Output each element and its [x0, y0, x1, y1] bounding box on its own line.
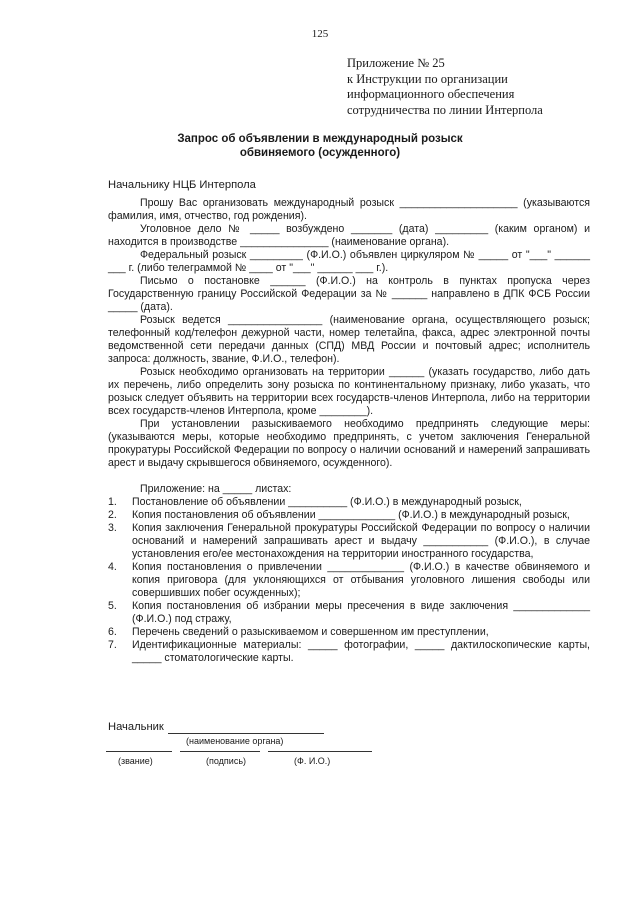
appendix-list-item [108, 561, 590, 600]
list-item-text: Копия постановления о привлечении _____________ (Ф.И.О.) в качестве обвиняемого и копия приговора (для уклоняющихся от отбывания уголовного лишения свободы или совершивших побег осужденных); [132, 561, 590, 599]
list-item-text: Копия постановления об объявлении _____________ (Ф.И.О.) в международный розыск, [132, 509, 570, 521]
list-item-text: Постановление об объявлении __________ (Ф.И.О.) в международный розыск, [132, 496, 522, 508]
list-item-number: 6. [108, 626, 117, 638]
appendix-list-item [108, 496, 590, 509]
document-title [0, 132, 640, 160]
list-item-text: Копия заключения Генеральной прокуратуры Российской Федерации по вопросу о наличии оснований и намерений запрашивать арест и выдачу ___________ (Ф.И.О.), в случае установления его/ее местонахождения на территории иностранного государства, [132, 522, 590, 560]
appendix-list-item [108, 509, 590, 522]
appendix-list-item [108, 639, 590, 665]
page-number: 125 [311, 28, 329, 40]
organization-line [168, 733, 324, 734]
appendix-list-header: Приложение: на _____ листах: [140, 483, 292, 495]
list-item-number: 2. [108, 509, 117, 521]
body-paragraph: Федеральный розыск _________ (Ф.И.О.) объявлен циркуляром № _____ от "___" ______ ___ г. (либо телеграммой № ____ от "___" ______ ___ г.). [108, 249, 590, 274]
rank-caption: (звание) [118, 756, 153, 766]
list-item-number: 1. [108, 496, 117, 508]
list-item-text: Идентификационные материалы: _____ фотографии, _____ дактилоскопические карты, _____ стоматологические карты. [132, 639, 590, 664]
body-paragraph: Письмо о постановке ______ (Ф.И.О.) на контроль в пунктах пропуска через Государственную границу Российской Федерации за № ______ направлено в ДПК ФСБ России _____ (дата). [108, 275, 590, 313]
body-paragraph: Розыск ведется ________________ (наименование органа, осуществляющего розыск; телефонный код/телефон дежурной части, номер телетайпа, факса, адрес электронной почты ведомственной сети передачи данных (СПД) МВД России и почтовый адрес; исполнитель запроса: должность, звание, Ф.И.О., телефон). [108, 314, 590, 365]
appendix-line: информационного обеспечения [347, 87, 515, 101]
list-item-number: 3. [108, 522, 117, 534]
list-item-text: Перечень сведений о разыскиваемом и совершенном им преступлении, [132, 626, 489, 638]
appendix-line: сотрудничества по линии Интерпола [347, 102, 543, 117]
body-paragraph: Прошу Вас организовать международный розыск ____________________ (указываются фамилия, имя, отчество, год рождения). [108, 197, 590, 222]
list-item-number: 5. [108, 600, 117, 612]
signature-line [180, 751, 260, 752]
addressee: Начальнику НЦБ Интерпола [108, 179, 256, 191]
rank-line [106, 751, 172, 752]
body-paragraph: Розыск необходимо организовать на территории ______ (указать государство, либо дать их перечень, либо определить зону розыска по континентальному признаку, либо указать, что розыск следует объявить на территории всех государств-членов Интерпола, либо на территории всех государств-членов Интерпола, кроме ________). [108, 366, 590, 417]
title-line: обвиняемого (осужденного) [239, 147, 401, 159]
signature-label: Начальник [108, 721, 164, 733]
appendix-line: к Инструкции по организации [347, 71, 508, 86]
appendix-list-item [108, 600, 590, 626]
title-line: Запрос об объявлении в международный розыск [177, 133, 463, 145]
request-body [108, 197, 590, 665]
signature-caption: (подпись) [206, 756, 247, 766]
body-paragraph: Уголовное дело № _____ возбуждено _______ (дата) _________ (каким органом) и находится в производстве _______________ (наименование органа). [108, 223, 590, 248]
body-paragraph: При установлении разыскиваемого необходимо предпринять следующие меры: (указываются меры, которые необходимо предпринять, с учетом заключения Генеральной прокуратуры Российской Федерации по вопросу о наличии оснований и намерений запрашивать арест и выдачу скрывшегося обвиняемого, осужденного). [108, 418, 590, 469]
organization-caption: (наименование органа) [186, 736, 284, 746]
list-item-number: 4. [108, 561, 117, 573]
appendix-list-item [108, 522, 590, 561]
appendix-list [108, 496, 590, 665]
list-item-number: 7. [108, 639, 117, 651]
list-item-text: Копия постановления об избрании меры пресечения в виде заключения _____________ (Ф.И.О.) под стражу, [132, 600, 590, 625]
name-line [268, 751, 372, 752]
appendix-list-item [108, 626, 590, 639]
appendix-reference [347, 56, 543, 118]
appendix-line: Приложение № 25 [347, 56, 445, 70]
name-caption: (Ф. И.О.) [294, 756, 331, 766]
